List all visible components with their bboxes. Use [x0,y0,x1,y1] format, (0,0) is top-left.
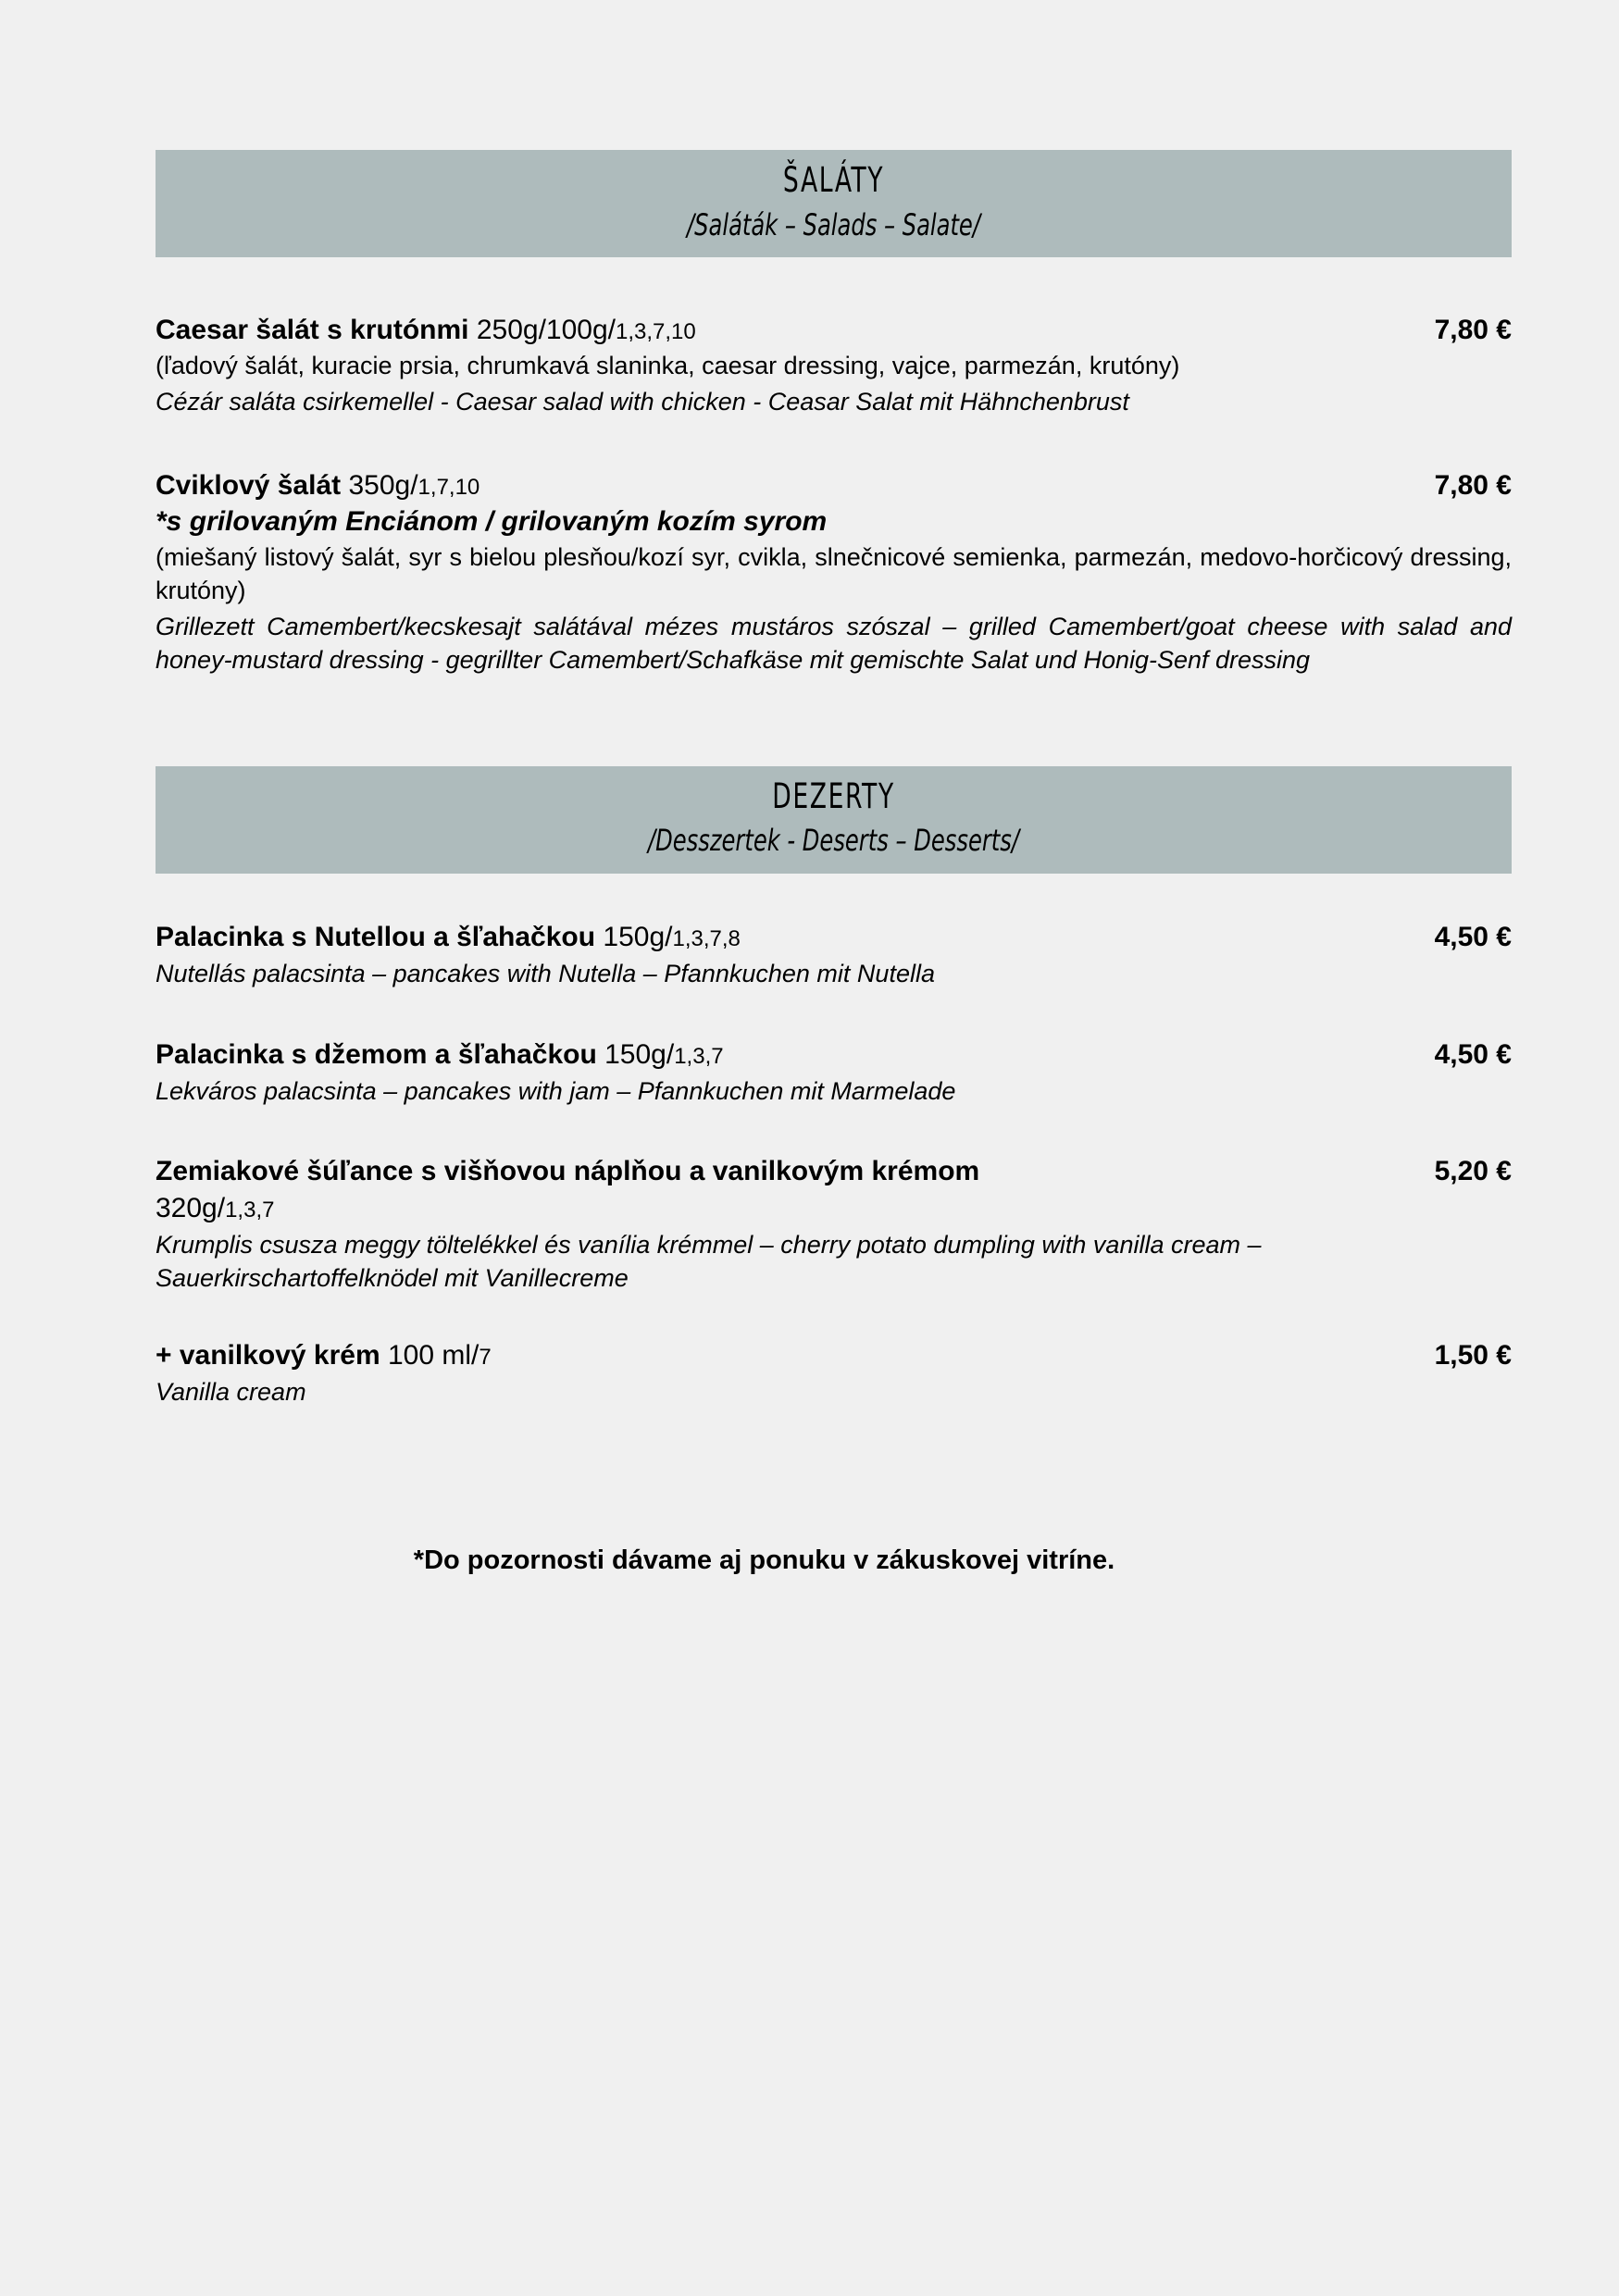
item-translation: Cézár saláta csirkemellel - Caesar salad with chicken - Ceasar Salat mit Hähnchenbrust [156,388,1129,416]
section-title-desserts: DEZERTY [772,776,895,816]
item-price: 5,20 € [1434,1156,1512,1187]
item-name: Caesar šalát s krutónmi [156,314,469,345]
item-allergens: 1,7,10 [417,474,480,500]
item-headline [156,1338,1512,1373]
item-description: (miešaný listový šalát, syr s bielou plesňou/kozí syr, cvikla, slnečnicové semienka, parmezán, medovo-horčicový dressing, krutóny) [156,543,1512,604]
section-header-desserts [156,766,1512,874]
item-translation: Grillezett Camembert/kecskesajt salátával mézes mustáros szószal – grilled Camembert/goat cheese with salad and honey-mustard dressing - gegrillter Camembert/Schafkäse mit gemischte Salat und Honig-Senf dressing [156,612,1512,675]
item-description: (ľadový šalát, kuracie prsia, chrumkavá slaninka, caesar dressing, vajce, parmezán, krutóny) [156,352,1180,380]
item-weight [597,1039,604,1070]
item-translation: Nutellás palacsinta – pancakes with Nutella – Pfannkuchen mit Nutella [156,960,935,988]
menu-footnote: *Do pozornosti dávame aj ponuku v zákuskovej vitríne. [413,1545,1115,1576]
section-title-salads: ŠALÁTY [782,160,885,200]
item-allergens: 1,3,7 [674,1043,724,1069]
item-weight-value: 350g/ [348,469,418,501]
item-price: 4,50 € [1434,921,1512,952]
item-headline [156,920,1512,955]
item-weight-value: 320g/ [156,1192,226,1223]
menu-item [156,468,1512,677]
item-name: + vanilkový krém [156,1339,380,1371]
item-price: 7,80 € [1434,314,1512,345]
item-name: Palacinka s džemom a šľahačkou [156,1038,597,1070]
item-price: 7,80 € [1434,469,1512,501]
item-weight-value: 150g/ [604,1038,675,1070]
item-headline [156,313,1512,348]
item-translation: Krumplis csusza meggy töltelékkel és vanília krémmel – cherry potato dumpling with vanilla cream – Sauerkirschartoffelknödel mit Vanillecreme [156,1230,1262,1293]
item-price: 1,50 € [1434,1339,1512,1371]
item-name: Zemiakové šúľance s višňovou náplňou a vanilkovým krémom [156,1156,980,1187]
item-translation: Vanilla cream [156,1378,306,1406]
item-headline [156,468,1512,503]
item-price: 4,50 € [1434,1038,1512,1070]
item-allergens: 1,3,7 [225,1197,275,1222]
item-weight-line [156,1190,1512,1226]
item-translation: Lekváros palacsinta – pancakes with jam – Pfannkuchen mit Marmelade [156,1076,956,1105]
item-headline [156,1154,1512,1189]
item-allergens: 7 [479,1344,492,1370]
item-variant: *s grilovaným Enciánom / grilovaným kozím syrom [156,506,828,538]
item-weight-value: 100 ml/ [388,1339,479,1371]
item-name: Cviklový šalát [156,469,342,501]
item-headline [156,1037,1512,1073]
menu-item [156,313,1512,419]
item-weight-value: 250g/100g/ [476,314,616,345]
item-weight [380,1340,388,1371]
item-weight-value: 150g/ [603,921,673,952]
item-name: Palacinka s Nutellou a šľahačkou [156,921,596,952]
menu-item [156,1037,1512,1109]
section-subtitle-desserts: /Desszertek - Deserts – Desserts/ [647,823,1020,859]
section-header-salads [156,150,1512,257]
menu-item [156,920,1512,991]
menu-item [156,1338,1512,1409]
item-allergens: 1,3,7,8 [672,925,741,951]
item-allergens: 1,3,7,10 [615,318,696,344]
menu-item [156,1154,1512,1295]
menu-content [156,0,1512,1576]
section-subtitle-salads: /Saláták – Salads – Salate/ [687,206,980,242]
item-weight [468,315,476,345]
